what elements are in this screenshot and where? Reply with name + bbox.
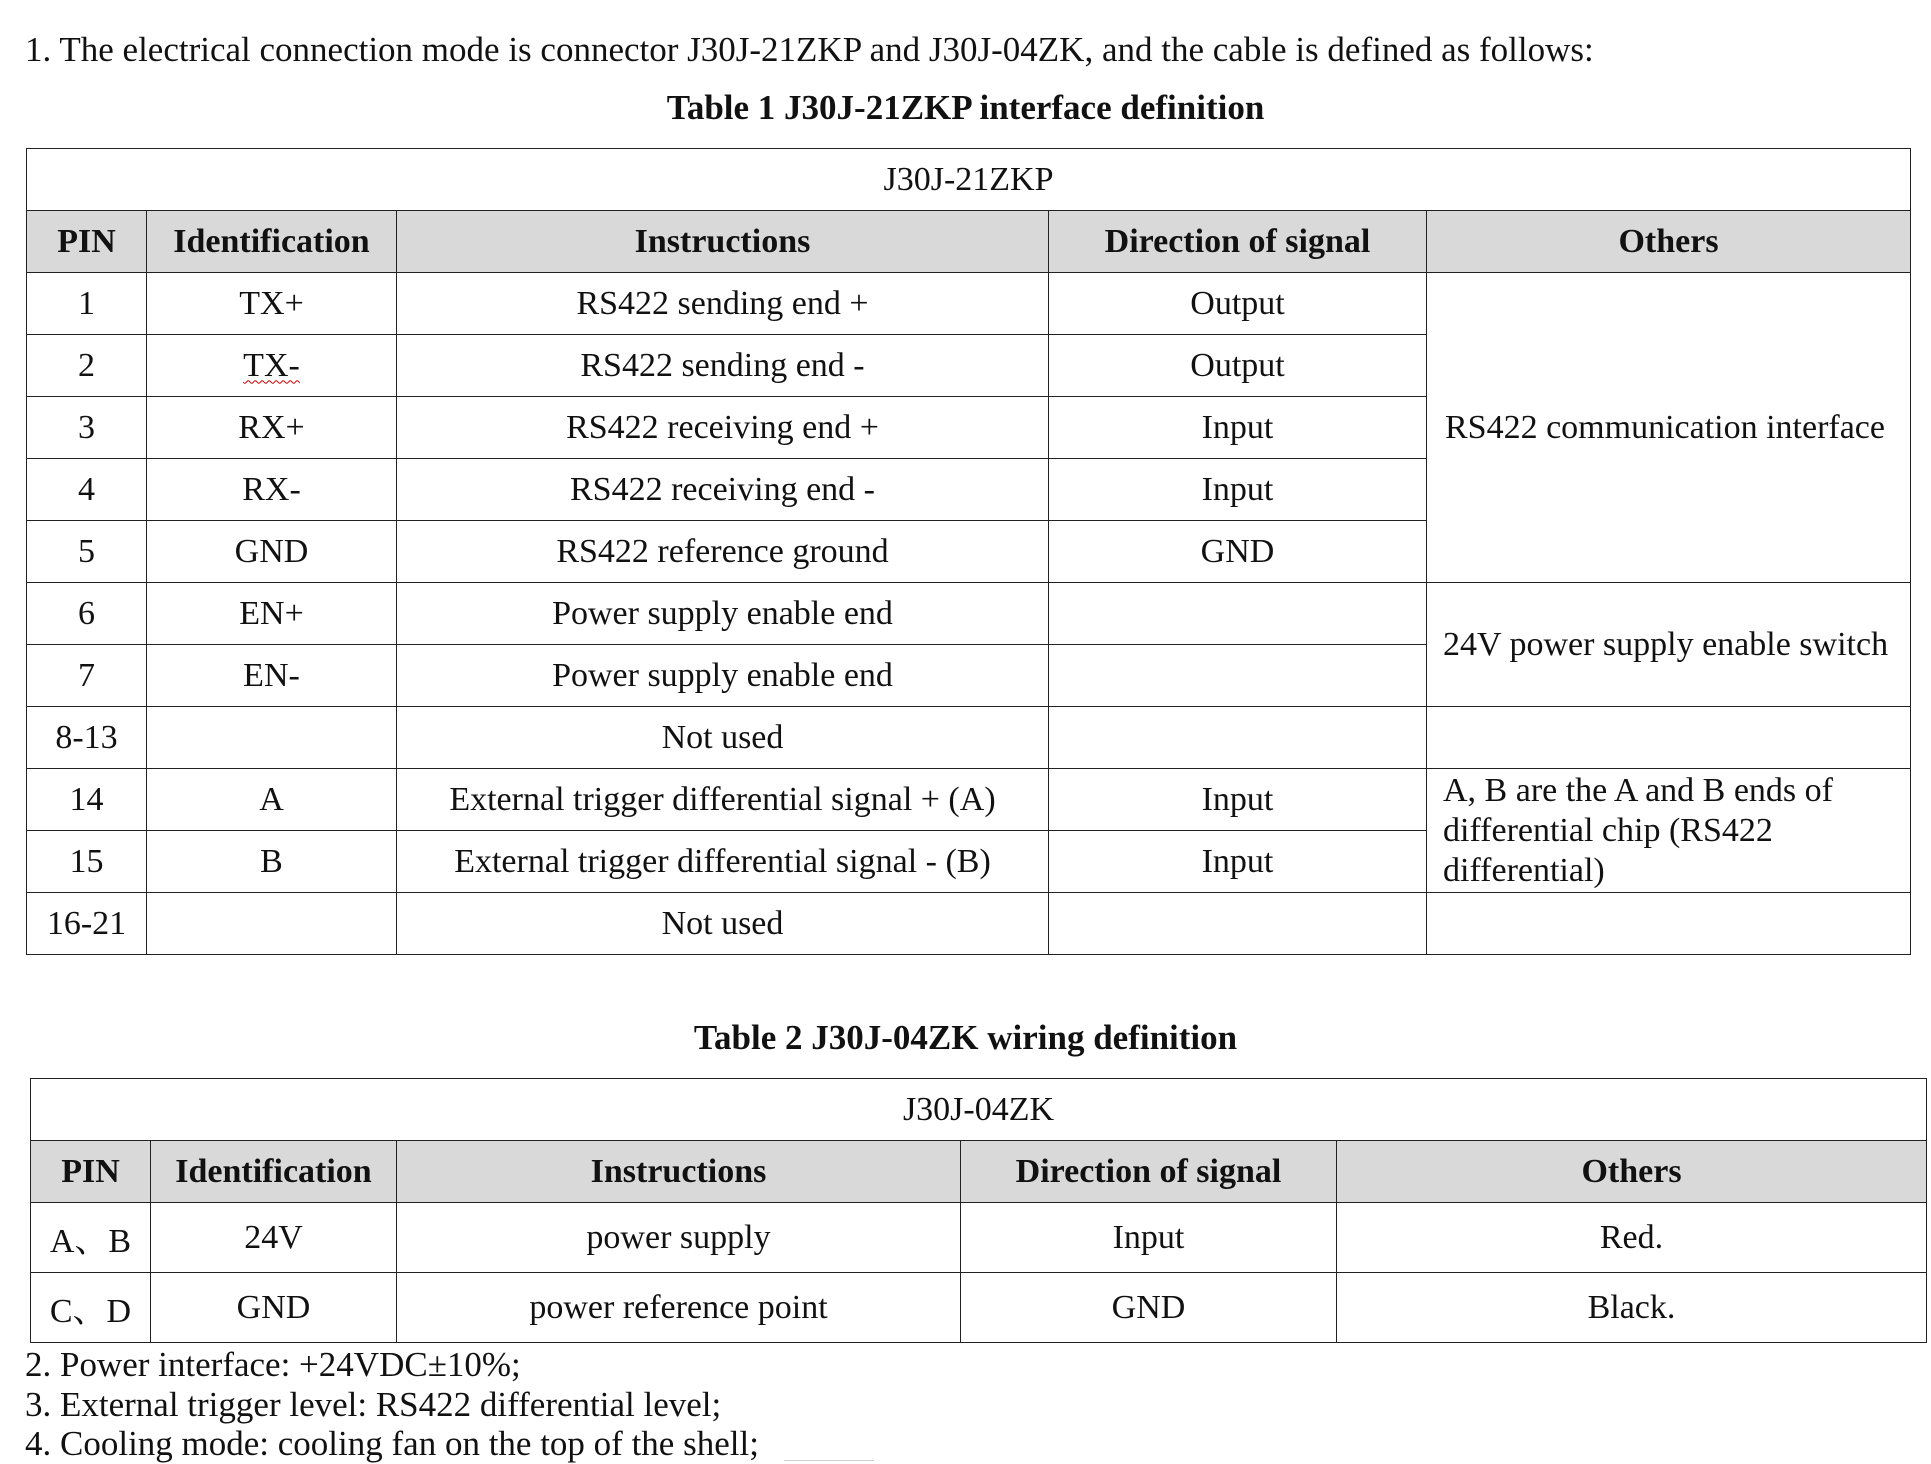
pin-cell: 15 bbox=[27, 831, 147, 893]
pin-cell: 6 bbox=[27, 583, 147, 645]
pin-cell: 4 bbox=[27, 459, 147, 521]
instructions-cell: RS422 reference ground bbox=[397, 521, 1049, 583]
identification-cell bbox=[147, 335, 397, 397]
others-cell: Red. bbox=[1337, 1203, 1927, 1273]
others-cell-empty bbox=[1427, 893, 1911, 955]
others-cell-empty bbox=[1427, 707, 1911, 769]
identification-cell: EN- bbox=[147, 645, 397, 707]
pin-cell: 8-13 bbox=[27, 707, 147, 769]
table-row bbox=[27, 583, 1911, 645]
instructions-cell: RS422 receiving end - bbox=[397, 459, 1049, 521]
instructions-cell: power reference point bbox=[397, 1273, 961, 1343]
table2-header-direction: Direction of signal bbox=[961, 1141, 1337, 1203]
table2-header-instructions: Instructions bbox=[397, 1141, 961, 1203]
table-row bbox=[31, 1273, 1927, 1343]
identification-cell: GND bbox=[147, 521, 397, 583]
pin-cell: 7 bbox=[27, 645, 147, 707]
direction-cell bbox=[1049, 583, 1427, 645]
table-row bbox=[27, 893, 1911, 955]
instructions-cell: power supply bbox=[397, 1203, 961, 1273]
table2-caption: Table 2 J30J-04ZK wiring definition bbox=[693, 1018, 1238, 1057]
instructions-cell: RS422 sending end - bbox=[397, 335, 1049, 397]
pin-cell: 16-21 bbox=[27, 893, 147, 955]
pin-cell: 2 bbox=[27, 335, 147, 397]
identification-cell: RX- bbox=[147, 459, 397, 521]
note-power-interface: 2. Power interface: +24VDC±10%; bbox=[25, 1345, 521, 1384]
pin-cell: 1 bbox=[27, 273, 147, 335]
instructions-cell: Not used bbox=[397, 707, 1049, 769]
instructions-cell: External trigger differential signal - (B) bbox=[397, 831, 1049, 893]
table2-title: J30J-04ZK bbox=[31, 1079, 1927, 1141]
pin-cell: C、D bbox=[31, 1273, 151, 1343]
identification-cell: 24V bbox=[151, 1203, 397, 1273]
identification-cell: RX+ bbox=[147, 397, 397, 459]
table-row bbox=[31, 1203, 1927, 1273]
table-row bbox=[27, 707, 1911, 769]
direction-cell: Output bbox=[1049, 335, 1427, 397]
identification-cell: B bbox=[147, 831, 397, 893]
table1-title: J30J-21ZKP bbox=[27, 149, 1911, 211]
pin-cell: 3 bbox=[27, 397, 147, 459]
direction-cell: GND bbox=[1049, 521, 1427, 583]
table1-header-others: Others bbox=[1427, 211, 1911, 273]
direction-cell: Input bbox=[1049, 459, 1427, 521]
others-cell-rs422: RS422 communication interface bbox=[1427, 273, 1911, 583]
table-row bbox=[27, 273, 1911, 335]
direction-cell: Output bbox=[1049, 273, 1427, 335]
direction-cell: GND bbox=[961, 1273, 1337, 1343]
table1-header-instructions: Instructions bbox=[397, 211, 1049, 273]
instructions-cell: Power supply enable end bbox=[397, 645, 1049, 707]
direction-cell: Input bbox=[1049, 769, 1427, 831]
note-cooling-mode: 4. Cooling mode: cooling fan on the top of the shell; bbox=[25, 1424, 759, 1463]
others-cell-enable: 24V power supply enable switch bbox=[1427, 583, 1911, 707]
table1-header-identification: Identification bbox=[147, 211, 397, 273]
others-cell: Black. bbox=[1337, 1273, 1927, 1343]
direction-cell: Input bbox=[1049, 831, 1427, 893]
intro-paragraph: 1. The electrical connection mode is connector J30J-21ZKP and J30J-04ZK, and the cable is defined as follows: bbox=[25, 30, 1594, 69]
pin-cell: A、B bbox=[31, 1203, 151, 1273]
spellcheck-marked-text: TX- bbox=[243, 346, 300, 384]
table1-header-pin: PIN bbox=[27, 211, 147, 273]
identification-cell: GND bbox=[151, 1273, 397, 1343]
instructions-cell: Not used bbox=[397, 893, 1049, 955]
table-row bbox=[27, 769, 1911, 831]
direction-cell: Input bbox=[961, 1203, 1337, 1273]
identification-cell: A bbox=[147, 769, 397, 831]
instructions-cell: Power supply enable end bbox=[397, 583, 1049, 645]
identification-cell: TX+ bbox=[147, 273, 397, 335]
identification-cell: EN+ bbox=[147, 583, 397, 645]
pin-cell: 14 bbox=[27, 769, 147, 831]
direction-cell bbox=[1049, 707, 1427, 769]
direction-cell bbox=[1049, 893, 1427, 955]
identification-cell bbox=[147, 707, 397, 769]
pin-cell: 5 bbox=[27, 521, 147, 583]
note-trigger-level: 3. External trigger level: RS422 differential level; bbox=[25, 1385, 722, 1424]
table1-caption: Table 1 J30J-21ZKP interface definition bbox=[666, 88, 1265, 127]
instructions-cell: RS422 sending end + bbox=[397, 273, 1049, 335]
table2-header-others: Others bbox=[1337, 1141, 1927, 1203]
table1-interface-definition bbox=[26, 148, 1911, 955]
table1-header-direction: Direction of signal bbox=[1049, 211, 1427, 273]
direction-cell: Input bbox=[1049, 397, 1427, 459]
table2-header-identification: Identification bbox=[151, 1141, 397, 1203]
instructions-cell: RS422 receiving end + bbox=[397, 397, 1049, 459]
table2-wiring-definition bbox=[30, 1078, 1927, 1343]
divider bbox=[784, 1460, 874, 1461]
others-cell-trigger: A, B are the A and B ends of differential chip (RS422 differential) bbox=[1427, 769, 1911, 893]
direction-cell bbox=[1049, 645, 1427, 707]
table2-header-pin: PIN bbox=[31, 1141, 151, 1203]
identification-cell bbox=[147, 893, 397, 955]
instructions-cell: External trigger differential signal + (A) bbox=[397, 769, 1049, 831]
